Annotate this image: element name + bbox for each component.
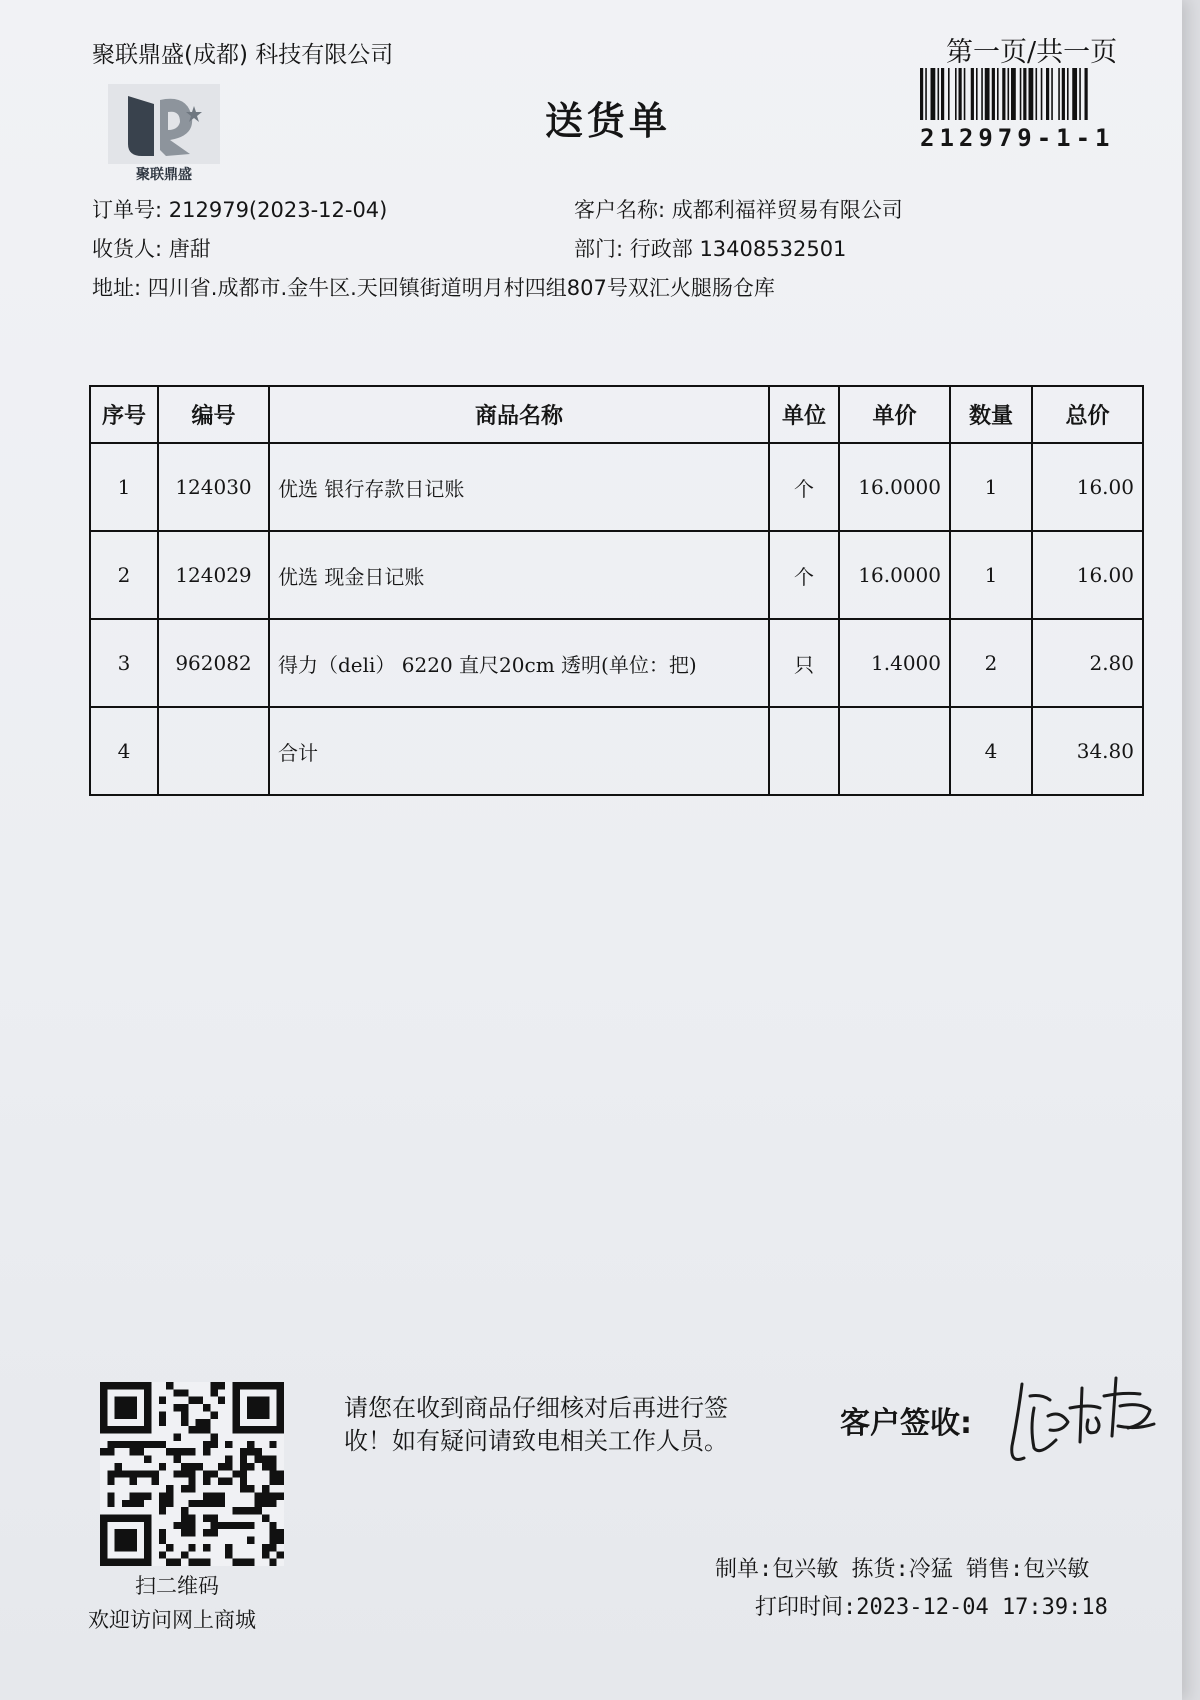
cell-qty: 1 — [950, 443, 1032, 531]
order-number-label: 订单号: — [92, 198, 163, 222]
barcode-number: 212979-1-1 — [920, 124, 1115, 152]
cell-total: 2.80 — [1032, 619, 1143, 707]
cell-code: 962082 — [158, 619, 269, 707]
handwritten-signature — [1000, 1366, 1160, 1476]
department-label: 部门: — [574, 237, 624, 261]
cell-code: 124029 — [158, 531, 269, 619]
cell-qty: 4 — [950, 707, 1032, 795]
cell-code — [158, 707, 269, 795]
cell-unit — [769, 707, 839, 795]
cell-name: 优选 现金日记账 — [269, 531, 769, 619]
cell-price — [839, 707, 950, 795]
table-row — [90, 443, 1143, 531]
cell-total: 16.00 — [1032, 443, 1143, 531]
cell-unit: 个 — [769, 531, 839, 619]
cell-seq: 2 — [90, 531, 158, 619]
page-indicator: 第一页/共一页 — [946, 37, 1118, 68]
table-row — [90, 531, 1143, 619]
customer-sign-label: 客户签收: — [840, 1406, 972, 1441]
order-number-value: 212979(2023-12-04) — [168, 198, 388, 222]
customer-field — [574, 194, 903, 224]
table-row — [90, 619, 1143, 707]
company-logo — [108, 84, 220, 190]
cell-price: 16.0000 — [839, 531, 950, 619]
header-price: 单价 — [839, 386, 950, 443]
customer-value: 成都利福祥贸易有限公司 — [671, 198, 903, 222]
cell-unit: 个 — [769, 443, 839, 531]
document-title: 送货单 — [545, 99, 672, 143]
cell-seq: 4 — [90, 707, 158, 795]
cell-seq: 1 — [90, 443, 158, 531]
qr-caption-welcome: 欢迎访问网上商城 — [88, 1608, 256, 1632]
department-field — [574, 233, 846, 263]
cell-name: 合计 — [269, 707, 769, 795]
customer-label: 客户名称: — [574, 198, 666, 222]
address-field — [92, 272, 775, 302]
receiver-label: 收货人: — [92, 237, 163, 261]
staff-info: 制单:包兴敏 拣货:冷猛 销售:包兴敏 — [715, 1557, 1090, 1582]
header-qty: 数量 — [950, 386, 1032, 443]
header-unit: 单位 — [769, 386, 839, 443]
print-time: 打印时间:2023-12-04 17:39:18 — [755, 1595, 1108, 1620]
address-label: 地址: — [92, 276, 142, 300]
logo-text: 聚联鼎盛 — [136, 167, 192, 183]
department-value: 行政部 13408532501 — [629, 237, 847, 261]
qr-caption-scan: 扫二维码 — [135, 1574, 219, 1598]
cell-code: 124030 — [158, 443, 269, 531]
table-header-row — [90, 386, 1143, 443]
header-total: 总价 — [1032, 386, 1143, 443]
address-value: 四川省.成都市.金牛区.天回镇街道明月村四组807号双汇火腿肠仓库 — [147, 276, 775, 300]
cell-total: 34.80 — [1032, 707, 1143, 795]
qr-code — [100, 1382, 284, 1566]
cell-price: 1.4000 — [839, 619, 950, 707]
receiver-value: 唐甜 — [168, 237, 211, 261]
cell-qty: 2 — [950, 619, 1032, 707]
cell-total: 16.00 — [1032, 531, 1143, 619]
header-seq: 序号 — [90, 386, 158, 443]
table-total-row — [90, 707, 1143, 795]
cell-qty: 1 — [950, 531, 1032, 619]
barcode — [918, 68, 1144, 120]
order-number-field — [92, 194, 387, 224]
receiver-field — [92, 233, 211, 263]
cell-seq: 3 — [90, 619, 158, 707]
cell-price: 16.0000 — [839, 443, 950, 531]
logo-mark-icon — [108, 84, 220, 164]
cell-unit: 只 — [769, 619, 839, 707]
header-code: 编号 — [158, 386, 269, 443]
cell-name: 优选 银行存款日记账 — [269, 443, 769, 531]
company-name: 聚联鼎盛(成都) 科技有限公司 — [92, 42, 394, 68]
header-name: 商品名称 — [269, 386, 769, 443]
receipt-notice: 请您在收到商品仔细核对后再进行签收！如有疑问请致电相关工作人员。 — [344, 1394, 728, 1455]
cell-name: 得力（deli） 6220 直尺20cm 透明(单位：把) — [269, 619, 769, 707]
items-table — [89, 385, 1144, 796]
